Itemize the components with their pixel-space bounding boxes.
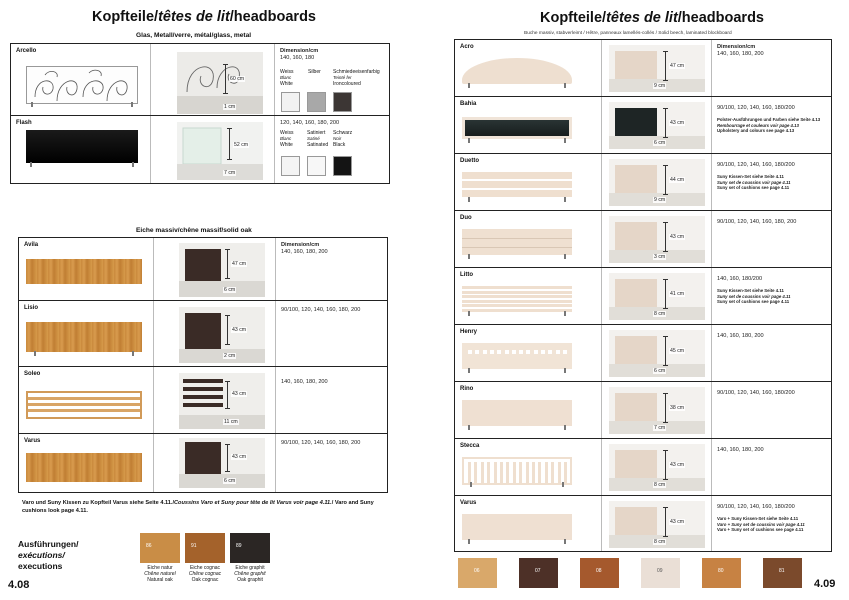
product-row-duetto [455, 154, 831, 211]
product-row-stecca [455, 439, 831, 496]
gap-dimension: 9 cm [654, 197, 666, 203]
page-title: Kopfteile/têtes de lit/headboards [92, 9, 316, 25]
size-list: 90/100, 120, 140, 160, 180/200 [717, 390, 795, 396]
product-row-varus [455, 496, 831, 553]
page-title: Kopfteile/têtes de lit/headboards [540, 10, 764, 26]
product-row-arcello: Arcello 60 cm 1 cm Dimension/cm 140, 160, 180 Weiss Blanc White Silber Schmiedeeisenfarbig Teinté fer Ironcoloured [11, 44, 389, 116]
finish-label-86: Eiche natur Chêne naturel Natural oak [144, 565, 176, 584]
product-row-avila [19, 238, 387, 301]
color-swatch-silver [307, 92, 326, 112]
finish-code: 07 [535, 568, 541, 574]
page-number: 4.09 [814, 578, 836, 590]
product-name: Flash [16, 120, 32, 126]
height-dimension: 41 cm [670, 291, 685, 297]
product-row-lisio [19, 301, 387, 367]
gap-dimension: 3 cm [654, 254, 666, 260]
avila-info: Dimension/cm 140, 160, 180, 200 [281, 242, 385, 257]
product-row-henry [455, 325, 831, 382]
gap-dimension: 7 cm [654, 425, 666, 431]
product-row-litto [455, 268, 831, 325]
solid-oak-table [18, 237, 388, 493]
finish-swatch-08 [580, 558, 619, 588]
finish-label-89: Eiche graphit Chêne graphit Oak graphit [234, 565, 266, 584]
glass-metal-table [10, 43, 390, 184]
product-row-acro [455, 40, 831, 97]
height-dimension: 38 cm [670, 405, 685, 411]
gap-dimension: 8 cm [654, 482, 666, 488]
varus-detail-photo [609, 501, 705, 548]
cushion-note: Suny Kissen-Set siehe Seite 4.11 Suny set de coussins voir page 4.11 Suny set of cushions see page 4.11 [717, 288, 791, 305]
varus-headboard-image [462, 514, 572, 540]
height-dimension: 43 cm [670, 120, 685, 126]
duo-headboard-image [462, 229, 572, 255]
gap-dimension: 7 cm [224, 170, 236, 176]
height-dimension: 43 cm [232, 454, 247, 460]
gap-dimension: 9 cm [654, 83, 666, 89]
arcello-info: Dimension/cm 140, 160, 180 [280, 48, 388, 63]
duo-info [717, 219, 829, 226]
finish-swatch-91: 91 [185, 533, 225, 563]
product-name: Duetto [460, 158, 479, 164]
flash-info [280, 120, 388, 127]
finish-code: 08 [596, 568, 602, 574]
left-page [0, 0, 424, 600]
lisio-headboard-image [26, 322, 142, 352]
size-list: 90/100, 120, 140, 160, 180, 200 [717, 219, 797, 225]
stecca-detail-photo [609, 444, 705, 491]
size-list: 90/100, 120, 140, 160, 180, 200 [281, 307, 361, 313]
gap-dimension: 11 cm [224, 419, 238, 425]
color-swatch-white [281, 156, 300, 176]
rino-info [717, 390, 829, 397]
size-list: 90/100, 120, 140, 160, 180, 200 [281, 440, 361, 446]
varus-headboard-image [26, 453, 142, 482]
cushion-note: Suny Kissen-Set siehe Seite 4.11 Suny set de coussins voir page 4.11 Suny set of cushions see page 4.11 [717, 174, 791, 191]
height-dimension: 43 cm [232, 327, 247, 333]
product-row-rino [455, 382, 831, 439]
varus-info [281, 440, 385, 447]
soleo-headboard-image [26, 391, 142, 419]
gap-dimension: 2 cm [224, 353, 236, 359]
duo-detail-photo [609, 216, 705, 263]
product-row-bahia [455, 97, 831, 154]
product-row-duo [455, 211, 831, 268]
finish-swatch-86: 86 [140, 533, 180, 563]
flash-detail-photo [177, 122, 263, 180]
section-heading-solid-oak: Eiche massiv/chêne massif/solid oak [136, 227, 252, 234]
product-name: Henry [460, 329, 478, 335]
height-dimension: 43 cm [232, 391, 247, 397]
avila-detail-photo [179, 243, 265, 297]
gap-dimension: 6 cm [224, 478, 236, 484]
finish-code: 06 [474, 568, 480, 574]
finish-code: 09 [657, 568, 663, 574]
henry-headboard-image [462, 343, 572, 369]
cushion-note: Polster-Ausführungen und Farben siehe Seite 4.13 Rembourrage et couleurs voir page 4.13 Upholstery and colours see page 4.13 [717, 117, 821, 134]
size-list: 140, 160, 180, 200 [281, 249, 328, 256]
size-list: 120, 140, 160, 180, 200 [280, 120, 340, 126]
finish-swatch-89: 89 [230, 533, 270, 563]
size-list: 90/100, 120, 140, 160, 180/200 [717, 504, 795, 510]
size-list: 140, 160, 180 [280, 55, 315, 62]
color-swatch-ironcoloured [333, 92, 352, 112]
size-list: 140, 160, 180, 200 [281, 379, 328, 385]
product-name: Arcello [16, 48, 37, 54]
finish-swatch-06 [458, 558, 497, 588]
color-swatch-white [281, 92, 300, 112]
henry-info [717, 333, 829, 340]
finish-swatch-80 [702, 558, 741, 588]
gap-dimension: 8 cm [654, 539, 666, 545]
product-row-flash: Flash 52 cm 7 cm 120, 140, 160, 180, 200 Weiss Blanc White Satiniert Satiné Satinated Schwarz Noir Black [11, 116, 389, 184]
scroll-ornament [27, 67, 139, 105]
product-name: Bahia [460, 101, 477, 107]
color-swatch-satinated [307, 156, 326, 176]
product-name: Acro [460, 44, 474, 50]
product-row-varus [19, 434, 387, 492]
gap-dimension: 1 cm [224, 104, 236, 110]
varus-info [717, 504, 829, 533]
height-dimension: 47 cm [670, 63, 685, 69]
rino-headboard-image [462, 400, 572, 426]
material-subtitle: Buche massiv, stabverleimt / Hêtre, panneaux lamellés-collés / Solid beech, laminated blockboard [524, 31, 732, 36]
litto-info [717, 276, 829, 305]
duetto-info [717, 162, 829, 191]
arcello-detail-photo [177, 52, 263, 114]
finish-swatch-09 [641, 558, 680, 588]
height-dimension: 47 cm [232, 261, 247, 267]
gap-dimension: 8 cm [654, 311, 666, 317]
size-list: 140, 160, 180, 200 [717, 51, 764, 58]
height-dimension: 43 cm [670, 462, 685, 468]
size-list: 140, 160, 180, 200 [717, 447, 764, 453]
height-dimension: 45 cm [670, 348, 685, 354]
color-swatch-black [333, 156, 352, 176]
stecca-info [717, 447, 829, 454]
product-name: Lisio [24, 305, 39, 311]
section-heading-glass-metal: Glas, Metall/verre, métal/glass, metal [136, 32, 252, 39]
product-name: Soleo [24, 371, 41, 377]
duetto-headboard-image [462, 172, 572, 198]
lisio-detail-photo [179, 307, 265, 363]
bahia-detail-photo [609, 102, 705, 149]
product-name: Varus [460, 500, 477, 506]
beech-headboard-table [454, 39, 832, 552]
size-list: 90/100, 120, 140, 160, 180/200 [717, 162, 795, 168]
stecca-headboard-image [462, 457, 572, 485]
gap-dimension: 6 cm [654, 368, 666, 374]
size-list: 140, 160, 180, 200 [717, 333, 764, 339]
finish-label-91: Eiche cognac Chêne cognac Oak cognac [188, 565, 222, 584]
product-name: Rino [460, 386, 474, 392]
height-dimension: 43 cm [670, 519, 685, 525]
duetto-detail-photo [609, 159, 705, 206]
page-number: 4.08 [8, 579, 30, 591]
varus-detail-photo [179, 438, 265, 488]
finish-swatch-81 [763, 558, 802, 588]
product-name: Duo [460, 215, 472, 221]
soleo-info [281, 379, 385, 386]
finish-code: 81 [779, 568, 785, 574]
height-dimension: 52 cm [234, 142, 249, 148]
finish-code: 80 [718, 568, 724, 574]
acro-detail-photo [609, 45, 705, 92]
lisio-info [281, 307, 385, 314]
product-name: Stecca [460, 443, 480, 449]
acro-headboard-image [462, 58, 572, 84]
bahia-headboard-image [462, 117, 572, 139]
arcello-headboard-image [26, 66, 138, 104]
right-page [424, 0, 849, 600]
product-name: Avila [24, 242, 39, 248]
product-row-soleo [19, 367, 387, 434]
height-dimension: 44 cm [670, 177, 685, 183]
rino-detail-photo [609, 387, 705, 434]
litto-headboard-image [462, 286, 572, 312]
gap-dimension: 6 cm [654, 140, 666, 146]
product-name: Varus [24, 438, 41, 444]
size-list: 90/100, 120, 140, 160, 180/200 [717, 105, 795, 111]
gap-dimension: 6 cm [224, 287, 236, 293]
height-dimension: 60 cm [230, 76, 245, 82]
avila-headboard-image [26, 259, 142, 284]
acro-info: Dimension/cm 140, 160, 180, 200 [717, 44, 829, 59]
soleo-detail-photo [179, 373, 265, 429]
bahia-info [717, 105, 829, 134]
henry-detail-photo [609, 330, 705, 377]
flash-headboard-image [26, 130, 138, 163]
executions-label: Ausführungen/ exécutions/ executions [18, 539, 79, 571]
height-dimension: 43 cm [670, 234, 685, 240]
cushion-note: Varo und Suny Kissen zu Kopfteil Varus siehe Seite 4.11./Coussins Varo et Suny pour tête de lit Varus voir page 4.11./ Varo and Suny cushions look page 4.11. [22, 500, 374, 514]
cushion-note: Varo + Suny Kissen-Set siehe Seite 4.11 Varo + Suny set de coussins voir page 4.11 Varo + Suny set of cushions see page 4.11 [717, 516, 805, 533]
litto-detail-photo [609, 273, 705, 320]
product-name: Litto [460, 272, 473, 278]
finish-swatch-07 [519, 558, 558, 588]
size-list: 140, 160, 180/200 [717, 276, 763, 282]
